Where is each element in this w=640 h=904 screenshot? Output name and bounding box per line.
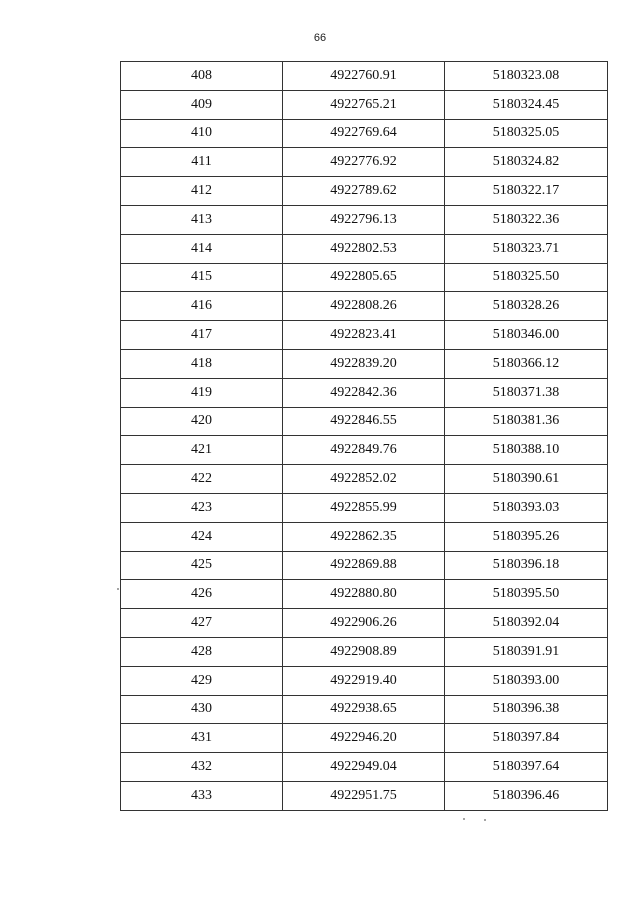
y-coordinate-cell: 5180395.50 — [445, 580, 608, 609]
point-number-cell: 408 — [121, 62, 283, 91]
y-coordinate-cell: 5180397.84 — [445, 724, 608, 753]
x-coordinate-cell: 4922946.20 — [283, 724, 445, 753]
y-coordinate-cell: 5180390.61 — [445, 465, 608, 494]
scan-speck — [117, 588, 119, 590]
y-coordinate-cell: 5180393.03 — [445, 493, 608, 522]
x-coordinate-cell: 4922765.21 — [283, 90, 445, 119]
y-coordinate-cell: 5180391.91 — [445, 637, 608, 666]
coordinates-table-body — [121, 62, 608, 811]
x-coordinate-cell: 4922776.92 — [283, 148, 445, 177]
point-number-cell: 431 — [121, 724, 283, 753]
point-number-cell: 413 — [121, 205, 283, 234]
table-row — [121, 407, 608, 436]
table-row — [121, 637, 608, 666]
x-coordinate-cell: 4922880.80 — [283, 580, 445, 609]
x-coordinate-cell: 4922769.64 — [283, 119, 445, 148]
y-coordinate-cell: 5180393.00 — [445, 666, 608, 695]
scan-speck — [484, 819, 486, 821]
scan-speck — [463, 818, 465, 820]
table-row — [121, 148, 608, 177]
point-number-cell: 427 — [121, 609, 283, 638]
x-coordinate-cell: 4922839.20 — [283, 349, 445, 378]
x-coordinate-cell: 4922789.62 — [283, 177, 445, 206]
x-coordinate-cell: 4922906.26 — [283, 609, 445, 638]
x-coordinate-cell: 4922908.89 — [283, 637, 445, 666]
y-coordinate-cell: 5180388.10 — [445, 436, 608, 465]
table-row — [121, 522, 608, 551]
y-coordinate-cell: 5180397.64 — [445, 753, 608, 782]
point-number-cell: 425 — [121, 551, 283, 580]
y-coordinate-cell: 5180346.00 — [445, 321, 608, 350]
table-row — [121, 90, 608, 119]
x-coordinate-cell: 4922938.65 — [283, 695, 445, 724]
x-coordinate-cell: 4922919.40 — [283, 666, 445, 695]
y-coordinate-cell: 5180392.04 — [445, 609, 608, 638]
y-coordinate-cell: 5180322.36 — [445, 205, 608, 234]
y-coordinate-cell: 5180325.50 — [445, 263, 608, 292]
table-row — [121, 666, 608, 695]
y-coordinate-cell: 5180396.46 — [445, 781, 608, 810]
point-number-cell: 429 — [121, 666, 283, 695]
x-coordinate-cell: 4922842.36 — [283, 378, 445, 407]
y-coordinate-cell: 5180325.05 — [445, 119, 608, 148]
table-row — [121, 263, 608, 292]
point-number-cell: 414 — [121, 234, 283, 263]
table-row — [121, 177, 608, 206]
y-coordinate-cell: 5180396.38 — [445, 695, 608, 724]
y-coordinate-cell: 5180328.26 — [445, 292, 608, 321]
y-coordinate-cell: 5180323.71 — [445, 234, 608, 263]
y-coordinate-cell: 5180323.08 — [445, 62, 608, 91]
y-coordinate-cell: 5180366.12 — [445, 349, 608, 378]
point-number-cell: 424 — [121, 522, 283, 551]
point-number-cell: 432 — [121, 753, 283, 782]
point-number-cell: 415 — [121, 263, 283, 292]
point-number-cell: 418 — [121, 349, 283, 378]
y-coordinate-cell: 5180322.17 — [445, 177, 608, 206]
table-row — [121, 551, 608, 580]
x-coordinate-cell: 4922951.75 — [283, 781, 445, 810]
point-number-cell: 428 — [121, 637, 283, 666]
x-coordinate-cell: 4922760.91 — [283, 62, 445, 91]
point-number-cell: 426 — [121, 580, 283, 609]
point-number-cell: 409 — [121, 90, 283, 119]
table-row — [121, 119, 608, 148]
table-row — [121, 580, 608, 609]
x-coordinate-cell: 4922869.88 — [283, 551, 445, 580]
page-number: 66 — [313, 32, 327, 44]
point-number-cell: 422 — [121, 465, 283, 494]
point-number-cell: 433 — [121, 781, 283, 810]
table-row — [121, 493, 608, 522]
point-number-cell: 423 — [121, 493, 283, 522]
point-number-cell: 412 — [121, 177, 283, 206]
y-coordinate-cell: 5180324.82 — [445, 148, 608, 177]
point-number-cell: 420 — [121, 407, 283, 436]
x-coordinate-cell: 4922823.41 — [283, 321, 445, 350]
table-row — [121, 62, 608, 91]
table-row — [121, 724, 608, 753]
coordinates-table — [120, 61, 608, 811]
x-coordinate-cell: 4922805.65 — [283, 263, 445, 292]
table-row — [121, 292, 608, 321]
table-row — [121, 465, 608, 494]
y-coordinate-cell: 5180395.26 — [445, 522, 608, 551]
table-row — [121, 234, 608, 263]
table-row — [121, 205, 608, 234]
x-coordinate-cell: 4922855.99 — [283, 493, 445, 522]
x-coordinate-cell: 4922852.02 — [283, 465, 445, 494]
point-number-cell: 417 — [121, 321, 283, 350]
table-row — [121, 695, 608, 724]
y-coordinate-cell: 5180371.38 — [445, 378, 608, 407]
y-coordinate-cell: 5180396.18 — [445, 551, 608, 580]
table-row — [121, 436, 608, 465]
x-coordinate-cell: 4922808.26 — [283, 292, 445, 321]
table-row — [121, 781, 608, 810]
point-number-cell: 419 — [121, 378, 283, 407]
table-row — [121, 753, 608, 782]
point-number-cell: 411 — [121, 148, 283, 177]
point-number-cell: 416 — [121, 292, 283, 321]
x-coordinate-cell: 4922849.76 — [283, 436, 445, 465]
y-coordinate-cell: 5180324.45 — [445, 90, 608, 119]
table-row — [121, 349, 608, 378]
table-row — [121, 609, 608, 638]
x-coordinate-cell: 4922949.04 — [283, 753, 445, 782]
x-coordinate-cell: 4922846.55 — [283, 407, 445, 436]
x-coordinate-cell: 4922802.53 — [283, 234, 445, 263]
y-coordinate-cell: 5180381.36 — [445, 407, 608, 436]
point-number-cell: 410 — [121, 119, 283, 148]
point-number-cell: 421 — [121, 436, 283, 465]
point-number-cell: 430 — [121, 695, 283, 724]
x-coordinate-cell: 4922796.13 — [283, 205, 445, 234]
table-row — [121, 321, 608, 350]
x-coordinate-cell: 4922862.35 — [283, 522, 445, 551]
table-row — [121, 378, 608, 407]
